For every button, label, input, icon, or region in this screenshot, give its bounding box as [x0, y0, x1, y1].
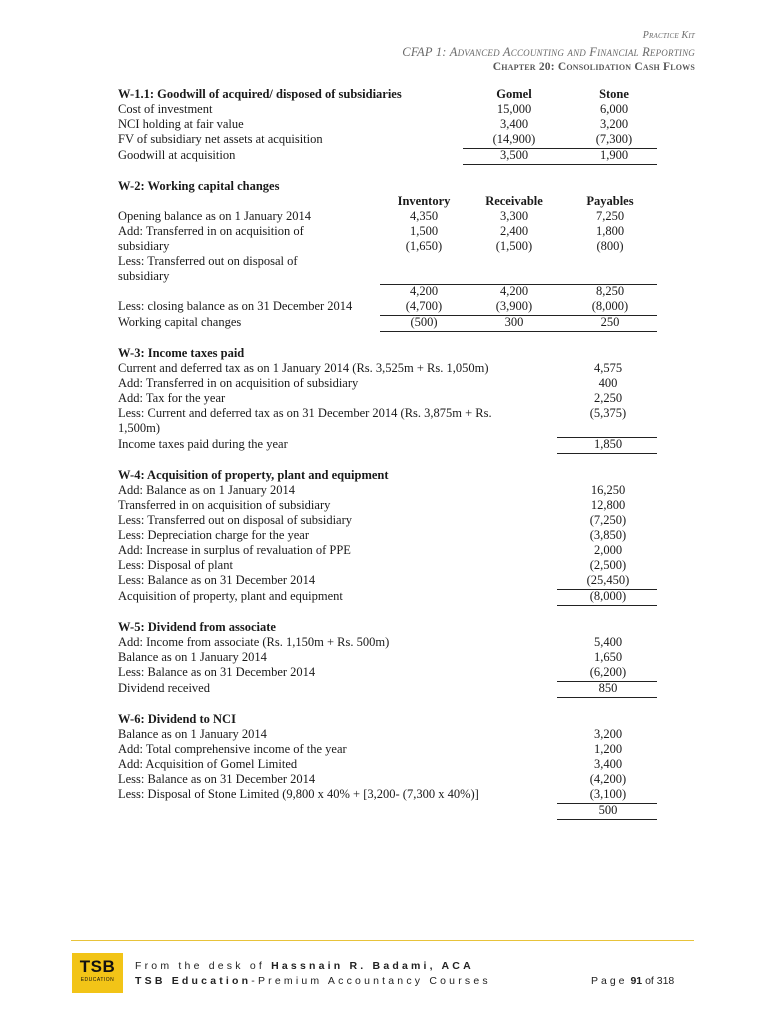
table-row: Less: Depreciation charge for the year (3,850) [118, 528, 627, 542]
tsb-logo [72, 953, 123, 993]
table-row: Cost of investment 15,000 6,000 [118, 102, 629, 116]
section-title: W-1.1: Goodwill of acquired/ disposed of subsidiaries [118, 87, 402, 101]
table-row: Add: Tax for the year 2,250 [118, 391, 623, 405]
w2-header-row [118, 194, 658, 209]
table-row: NCI holding at fair value 3,400 3,200 [118, 117, 629, 131]
total-row: Dividend received 850 [118, 681, 618, 695]
table-row: Less: Balance as on 31 December 2014 (4,200) [118, 772, 627, 786]
table-row: Opening balance as on 1 January 2014 4,350 3,300 7,250 [118, 209, 625, 223]
col-header: Gomel [496, 87, 532, 101]
table-row: Less: Disposal of Stone Limited (9,800 x 40% + [3,200- (7,300 x 40%)] (3,100) [118, 787, 627, 801]
section-title: W-6: Dividend to NCI [118, 712, 236, 726]
table-row: Less: Balance as on 31 December 2014 (6,200) [118, 665, 627, 679]
table-row: 1,500m) [118, 421, 161, 435]
subtotal-row: 4,200 4,200 8,250 [409, 284, 625, 298]
w11-header-row [118, 87, 658, 102]
table-row: Goodwill at acquisition 3,500 1,900 [118, 148, 629, 162]
table-row: Add: Transferred in on acquisition of 1,500 2,400 1,800 [118, 224, 625, 238]
table-row: Balance as on 1 January 2014 1,650 [118, 650, 623, 664]
section-title: W-3: Income taxes paid [118, 346, 245, 360]
rule-line [557, 453, 657, 454]
table-row: Balance as on 1 January 2014 3,200 [118, 727, 623, 741]
logo-main-text: TSB [79, 957, 116, 976]
table-row: Working capital changes (500) 300 250 [118, 315, 620, 329]
table-row: Less: Balance as on 31 December 2014 (25,450) [118, 573, 630, 587]
table-row: Less: Transferred out on disposal of subsidiary (7,250) [118, 513, 627, 527]
table-row: FV of subsidiary net assets at acquisition (14,900) (7,300) [118, 132, 633, 146]
section-title: W-4: Acquisition of property, plant and equipment [118, 468, 389, 482]
section-title: W-5: Dividend from associate [118, 620, 276, 634]
table-row: subsidiary [118, 269, 170, 283]
footer-brand-line: TSB Education-Premium Accountancy Courses [135, 975, 491, 987]
table-row: Add: Total comprehensive income of the year 1,200 [118, 742, 623, 756]
chapter-title: Chapter 20: Consolidation Cash Flows [492, 61, 695, 73]
logo-sub-text: EDUCATION [80, 977, 115, 983]
total-row: Income taxes paid during the year 1,850 [118, 437, 623, 451]
w3-title-row [118, 346, 658, 361]
col-header: Stone [599, 87, 629, 101]
author-name: Hassnain R. Badami, ACA [271, 960, 474, 972]
footer-desk-line: From the desk of Hassnain R. Badami, ACA [135, 960, 474, 972]
table-row: Less: closing balance as on 31 December 2014 (4,700) (3,900) (8,000) [118, 299, 629, 313]
rule-line [463, 164, 657, 165]
practice-kit-label: Practice Kit [642, 30, 695, 41]
w5-title-row [118, 620, 658, 635]
rule-line [380, 331, 657, 332]
col-header: Receivable [485, 194, 543, 208]
table-row: Add: Income from associate (Rs. 1,150m + Rs. 500m) 5,400 [118, 635, 623, 649]
w6-title-row [118, 712, 658, 727]
brand-name: TSB Education [135, 975, 252, 987]
course-title: CFAP 1: Advanced Accounting and Financial Reporting [402, 45, 695, 59]
table-row: Add: Balance as on 1 January 2014 16,250 [118, 483, 626, 497]
section-title: W-2: Working capital changes [118, 179, 280, 193]
rule-line [557, 819, 657, 820]
total-row: Acquisition of property, plant and equipment (8,000) [118, 589, 627, 603]
table-row: Add: Transferred in on acquisition of subsidiary 400 [118, 376, 618, 390]
table-row: Less: Disposal of plant (2,500) [118, 558, 627, 572]
page-number: Page 91 of 318 [591, 975, 675, 987]
rule-line [557, 697, 657, 698]
w2-title-row [118, 179, 658, 194]
table-row: Less: Transferred out on disposal of [118, 254, 298, 268]
table-row: Add: Increase in surplus of revaluation of PPE 2,000 [118, 543, 623, 557]
footer-divider [71, 940, 694, 941]
table-row: subsidiary (1,650) (1,500) (800) [118, 239, 624, 253]
table-row: Transferred in on acquisition of subsidiary 12,800 [118, 498, 626, 512]
table-row: Add: Acquisition of Gomel Limited 3,400 [118, 757, 623, 771]
rule-line [557, 605, 657, 606]
w4-title-row [118, 468, 658, 483]
table-row: Less: Current and deferred tax as on 31 December 2014 (Rs. 3,875m + Rs. (5,375) [118, 406, 627, 420]
total-row: 500 [598, 803, 618, 817]
col-header: Inventory [397, 194, 451, 208]
col-header: Payables [586, 194, 634, 208]
table-row: Current and deferred tax as on 1 January 2014 (Rs. 3,525m + Rs. 1,050m) 4,575 [118, 361, 623, 375]
